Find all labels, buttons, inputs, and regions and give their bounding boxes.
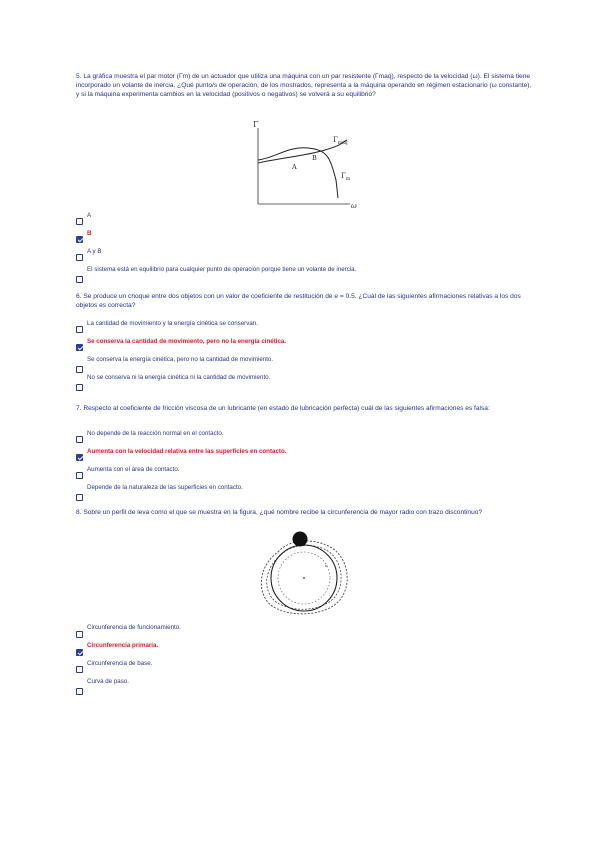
checkbox[interactable] <box>76 276 83 283</box>
option-label: No se conserva ni la energía cinética ni la cantidad de movimiento. <box>87 374 271 381</box>
q8-option-3[interactable] <box>76 660 536 678</box>
marker-point <box>325 565 326 566</box>
q5-option-equilibrio[interactable] <box>76 266 536 284</box>
q6-option-3[interactable] <box>76 356 536 374</box>
checkbox[interactable] <box>76 436 83 443</box>
option-label: Circunferencia primaria. <box>87 642 159 649</box>
q5-option-a-y-b[interactable] <box>76 248 536 266</box>
option-label: Depende de la naturaleza de las superficies en contacto. <box>87 484 243 491</box>
q5-option-a[interactable] <box>76 212 536 230</box>
checkbox[interactable] <box>76 631 83 638</box>
q5-option-b[interactable] <box>76 230 536 248</box>
option-label: Curva de paso. <box>87 678 129 685</box>
cam-profile-figure <box>248 530 358 620</box>
question-7-text: 7. Respecto al coeficiente de fricción viscosa de un lubricante (en estado de lubricación perfecta) cuál de las siguientes afirmaciones es falsa: <box>76 405 490 412</box>
option-label: Circunferencia de funcionamiento. <box>87 624 181 631</box>
curve-gamma-m <box>258 148 338 198</box>
checkbox-checked[interactable] <box>76 649 83 656</box>
checkbox[interactable] <box>76 688 83 695</box>
checkbox[interactable] <box>76 666 83 673</box>
checkbox-checked[interactable] <box>76 454 83 461</box>
option-label: El sistema está en equilibrio para cualquier punto de operación porque tiene un volante de inercia. <box>87 266 357 273</box>
q8-option-1[interactable] <box>76 624 536 642</box>
q7-option-3[interactable] <box>76 466 536 484</box>
checkbox-checked[interactable] <box>76 236 83 243</box>
option-label: No depende de la reacción normal en el contacto. <box>87 430 224 437</box>
checkbox[interactable] <box>76 326 83 333</box>
follower-roller <box>293 532 308 547</box>
center-point <box>303 577 305 579</box>
option-label: Se conserva la cantidad de movimiento, pero no la energía cinética. <box>87 338 287 345</box>
q7-option-2[interactable] <box>76 448 536 466</box>
question-8-text: 8. Sobre un perfil de leva como el que se muestra en la figura, ¿qué nombre recibe la circunferencia de mayor radio con trazo discontinuo? <box>76 509 483 516</box>
checkbox[interactable] <box>76 218 83 225</box>
option-label: Circunferencia de base. <box>87 660 153 667</box>
option-label: A <box>87 212 92 219</box>
q8-option-4[interactable] <box>76 678 536 696</box>
q7-option-4[interactable] <box>76 484 536 502</box>
q7-option-1[interactable] <box>76 430 536 448</box>
question-6-text: 6. Se produce un choque entre dos objetos con un valor de coeficiente de restitución de e = 0.5. ¿Cuál de las siguientes afirmaciones relativas a los dos objetos es correcta? <box>76 293 521 310</box>
option-label: A y B <box>87 248 102 255</box>
checkbox[interactable] <box>76 254 83 261</box>
curve-m-label: $\Gamma_m$ <box>341 172 351 182</box>
checkbox[interactable] <box>76 384 83 391</box>
question-5-text: 5. La gráfica muestra el par motor (Γm) de un actuador que utiliza una máquina con un par resistente (Γmaq), respecto de la velocidad (ω). El sistema tiene incorporado un volante de inercia. ¿Qué punto/s de operación, de los mostrados, representa a la máquina operando en régimen estacionario (ω constante), y si la máquina experimenta cambios en la velocidad (positivos o negativos) se volverá a su equilibrio? <box>76 73 532 99</box>
x-axis-label: ω <box>351 202 357 210</box>
checkbox-checked[interactable] <box>76 344 83 351</box>
q8-option-2[interactable] <box>76 642 536 660</box>
q6-option-2[interactable] <box>76 338 536 356</box>
curve-maq-label: $\Gamma_{maq}$ <box>333 136 348 146</box>
option-label: Aumenta con la velocidad relativa entre las superficies en contacto. <box>87 448 287 455</box>
checkbox[interactable] <box>76 494 83 501</box>
option-label: Se conserva la energía cinética, pero no la cantidad de movimiento. <box>87 356 274 363</box>
point-a-label: A <box>292 163 297 171</box>
option-label: B <box>87 230 92 237</box>
checkbox[interactable] <box>76 472 83 479</box>
y-axis-label: Γ <box>253 120 259 129</box>
point-b-label: B <box>312 154 317 162</box>
checkbox[interactable] <box>76 366 83 373</box>
option-label: Aumenta con el área de contacto. <box>87 466 180 473</box>
q6-option-1[interactable] <box>76 320 536 338</box>
torque-speed-graph <box>250 118 370 210</box>
q6-option-4[interactable] <box>76 374 536 392</box>
option-label: La cantidad de movimiento y la energía cinética se conservan. <box>87 320 258 327</box>
